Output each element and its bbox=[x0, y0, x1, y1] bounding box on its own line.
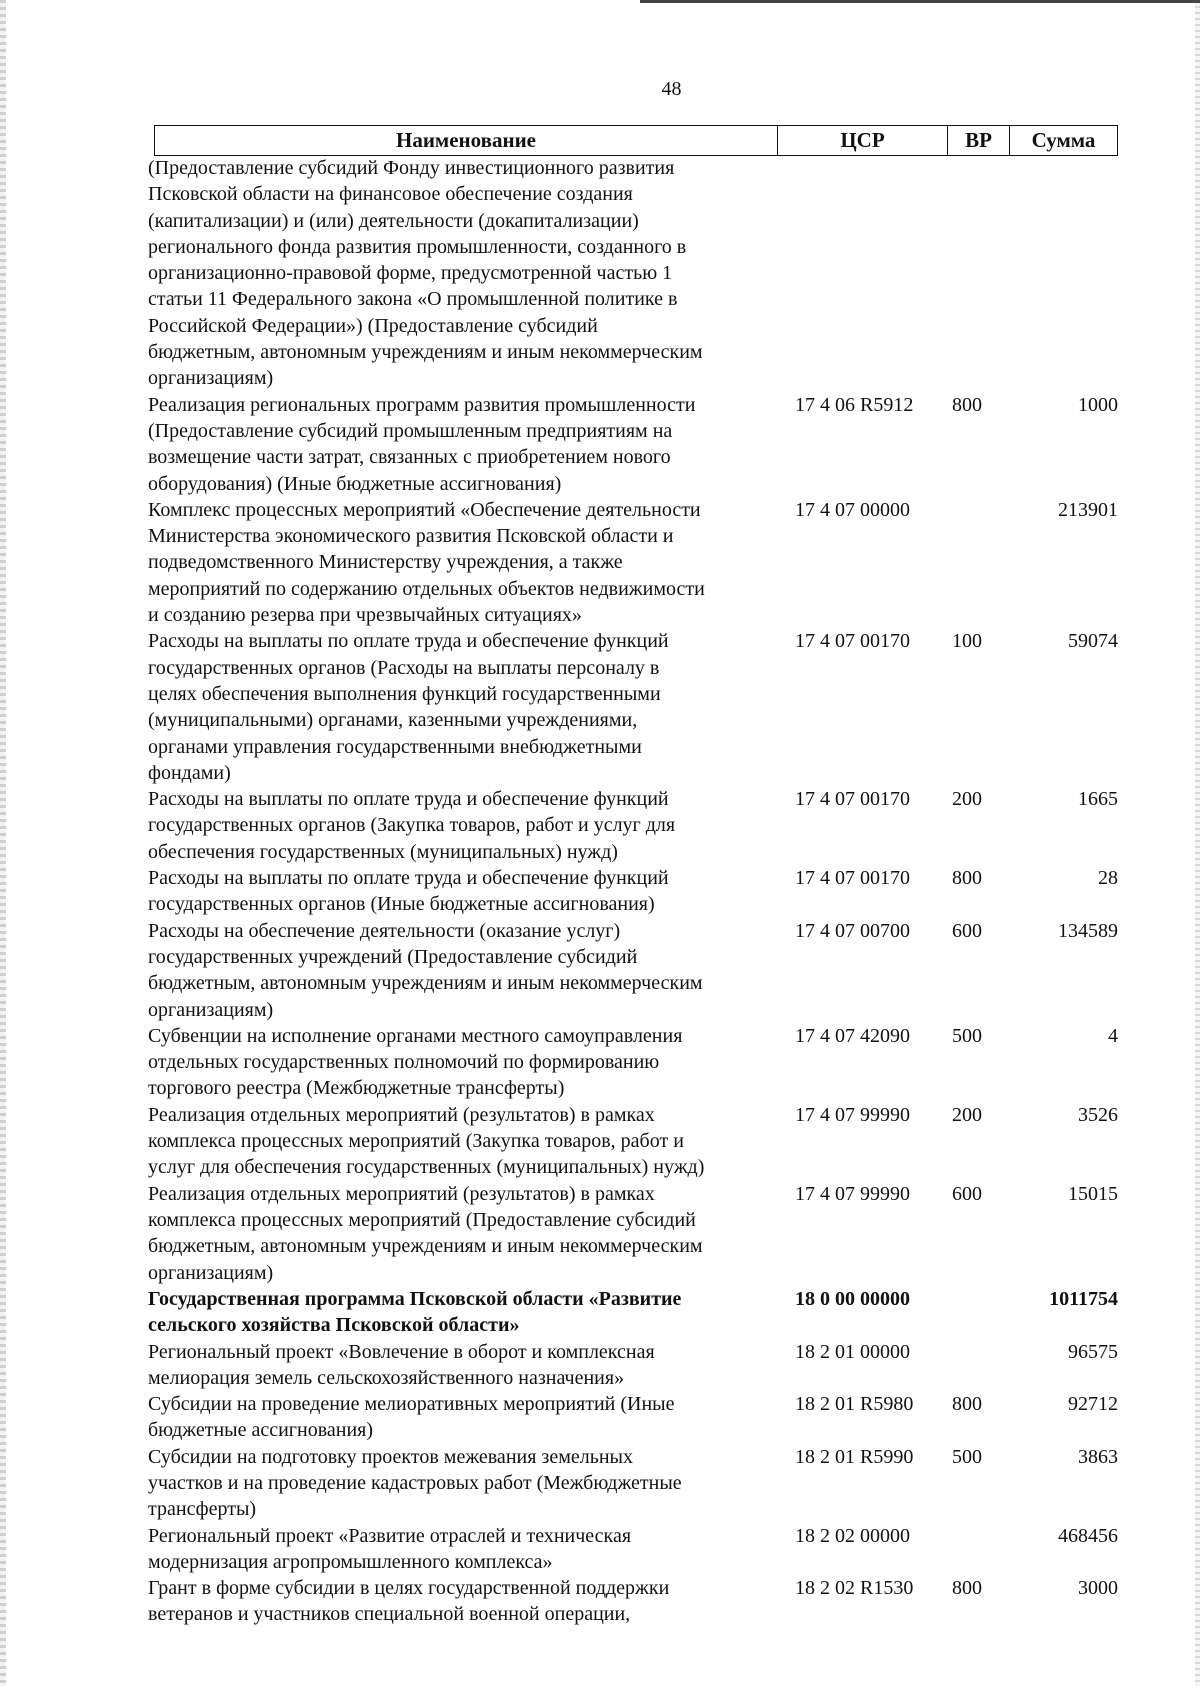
row-name bbox=[148, 1023, 763, 1102]
row-name-line: бюджетным, автономным учреждениям и иным некоммерческим bbox=[148, 341, 703, 364]
row-csr: 18 2 01 R5990 bbox=[795, 1445, 914, 1468]
row-name-line: Расходы на обеспечение деятельности (оказание услуг) bbox=[148, 919, 621, 942]
row-name bbox=[148, 1391, 763, 1444]
row-vr: 200 bbox=[952, 1103, 982, 1126]
row-sum: 4 bbox=[1108, 1024, 1118, 1047]
row-name-line: услуг для обеспечения государственных (муниципальных) нужд) bbox=[148, 1156, 705, 1179]
row-vr: 500 bbox=[952, 1445, 982, 1468]
row-name bbox=[148, 865, 763, 918]
row-vr: 100 bbox=[952, 630, 982, 653]
row-sum: 28 bbox=[1098, 867, 1118, 890]
row-name bbox=[148, 786, 763, 865]
row-name bbox=[148, 1181, 763, 1286]
row-csr: 18 2 01 00000 bbox=[795, 1340, 910, 1363]
row-name-line: Расходы на выплаты по оплате труда и обеспечение функций bbox=[148, 867, 669, 890]
row-name-line: ветеранов и участников специальной военной операции, bbox=[148, 1603, 631, 1626]
row-vr: 800 bbox=[952, 393, 982, 416]
row-name-line: возмещение части затрат, связанных с приобретением нового bbox=[148, 446, 671, 469]
row-csr: 17 4 07 00170 bbox=[795, 630, 910, 653]
row-name-line: Реализация отдельных мероприятий (результатов) в рамках bbox=[148, 1182, 655, 1205]
row-name-line: комплекса процессных мероприятий (Предоставление субсидий bbox=[148, 1208, 696, 1231]
page-number: 48 bbox=[661, 78, 682, 100]
row-name-line: Расходы на выплаты по оплате труда и обеспечение функций bbox=[148, 788, 669, 811]
row-name bbox=[148, 918, 763, 1023]
row-sum: 1665 bbox=[1078, 788, 1118, 811]
row-csr: 17 4 07 00000 bbox=[795, 498, 910, 521]
row-name-line: Российской Федерации») (Предоставление субсидий bbox=[148, 314, 598, 337]
row-csr: 18 0 00 00000 bbox=[795, 1287, 910, 1310]
row-name-line: государственных органов (Расходы на выплаты персоналу в bbox=[148, 656, 660, 679]
row-name-line: комплекса процессных мероприятий (Закупка товаров, работ и bbox=[148, 1130, 684, 1153]
row-name-line: (муниципальными) органами, казенными учреждениями, bbox=[148, 709, 638, 732]
row-name-line: бюджетные ассигнования) bbox=[148, 1419, 374, 1442]
row-name bbox=[148, 1102, 763, 1181]
table-header bbox=[154, 125, 1118, 156]
row-vr: 600 bbox=[952, 919, 982, 942]
row-vr: 800 bbox=[952, 1393, 982, 1416]
row-sum: 3526 bbox=[1078, 1103, 1118, 1126]
row-name-line: Государственная программа Псковской области «Развитие bbox=[148, 1287, 682, 1310]
row-name-line: Реализация региональных программ развития промышленности bbox=[148, 393, 696, 416]
row-name-line: государственных учреждений (Предоставление субсидий bbox=[148, 945, 638, 968]
row-name bbox=[148, 1523, 763, 1576]
row-name-line: трансферты) bbox=[148, 1498, 257, 1521]
row-name-line: (капитализации) и (или) деятельности (докапитализации) bbox=[148, 209, 639, 232]
header-csr: ЦСР bbox=[778, 126, 948, 155]
row-name-line: организациям) bbox=[148, 367, 274, 390]
row-name-line: Расходы на выплаты по оплате труда и обеспечение функций bbox=[148, 630, 669, 653]
row-vr: 500 bbox=[952, 1024, 982, 1047]
row-sum: 3863 bbox=[1078, 1445, 1118, 1468]
row-name-line: Комплекс процессных мероприятий «Обеспечение деятельности bbox=[148, 498, 701, 521]
row-name-line: органами управления государственными внебюджетными bbox=[148, 735, 642, 758]
row-name-line: Региональный проект «Развитие отраслей и техническая bbox=[148, 1524, 632, 1547]
row-name-line: Министерства экономического развития Псковской области и bbox=[148, 525, 674, 548]
row-sum: 15015 bbox=[1068, 1182, 1118, 1205]
row-name-line: участков и на проведение кадастровых работ (Межбюджетные bbox=[148, 1471, 682, 1494]
scan-edge-left bbox=[0, 0, 6, 1686]
row-name-line: обеспечения государственных (муниципальных) нужд) bbox=[148, 840, 618, 863]
row-sum: 468456 bbox=[1058, 1524, 1118, 1547]
row-csr: 17 4 07 42090 bbox=[795, 1024, 910, 1047]
row-name-line: Псковской области на финансовое обеспечение создания bbox=[148, 183, 633, 206]
row-csr: 17 4 06 R5912 bbox=[795, 393, 914, 416]
header-vr: ВР bbox=[948, 126, 1010, 155]
row-name-line: Реализация отдельных мероприятий (результатов) в рамках bbox=[148, 1103, 655, 1126]
row-name-line: бюджетным, автономным учреждениям и иным некоммерческим bbox=[148, 1235, 703, 1258]
row-name bbox=[148, 392, 763, 497]
row-csr: 18 2 02 R1530 bbox=[795, 1577, 914, 1600]
row-name-line: торгового реестра (Межбюджетные трансферты) bbox=[148, 1077, 565, 1100]
row-name bbox=[148, 497, 763, 628]
row-name-line: сельского хозяйства Псковской области» bbox=[148, 1314, 520, 1337]
scan-top-line bbox=[640, 0, 1200, 3]
row-sum: 92712 bbox=[1068, 1393, 1118, 1416]
row-name-line: организациям) bbox=[148, 998, 274, 1021]
row-name bbox=[148, 1286, 763, 1339]
row-name-line: государственных органов (Закупка товаров, работ и услуг для bbox=[148, 814, 676, 837]
row-vr: 600 bbox=[952, 1182, 982, 1205]
row-csr: 17 4 07 00170 bbox=[795, 788, 910, 811]
header-name: Наименование bbox=[155, 126, 778, 155]
row-vr: 800 bbox=[952, 1577, 982, 1600]
row-sum: 1000 bbox=[1078, 393, 1118, 416]
row-sum: 1011754 bbox=[1049, 1287, 1118, 1310]
row-csr: 18 2 01 R5980 bbox=[795, 1393, 914, 1416]
row-csr: 17 4 07 99990 bbox=[795, 1103, 910, 1126]
row-csr: 17 4 07 00700 bbox=[795, 919, 910, 942]
row-name-line: организациям) bbox=[148, 1261, 274, 1284]
row-csr: 18 2 02 00000 bbox=[795, 1524, 910, 1547]
row-name-line: статьи 11 Федерального закона «О промышленной политике в bbox=[148, 288, 678, 311]
row-name-line: мероприятий по содержанию отдельных объектов недвижимости bbox=[148, 577, 705, 600]
row-sum: 134589 bbox=[1058, 919, 1118, 942]
row-name bbox=[148, 155, 763, 392]
row-name-line: Региональный проект «Вовлечение в оборот и комплексная bbox=[148, 1340, 655, 1363]
row-name-line: мелиорация земель сельскохозяйственного назначения» bbox=[148, 1366, 625, 1389]
row-vr: 800 bbox=[952, 867, 982, 890]
row-name-line: (Предоставление субсидий Фонду инвестиционного развития bbox=[148, 157, 675, 179]
row-name-line: оборудования) (Иные бюджетные ассигнования) bbox=[148, 472, 562, 495]
row-sum: 96575 bbox=[1068, 1340, 1118, 1363]
row-name-line: Грант в форме субсидии в целях государственной поддержки bbox=[148, 1577, 670, 1600]
row-name-line: (Предоставление субсидий промышленным предприятиям на bbox=[148, 419, 673, 442]
row-csr: 17 4 07 00170 bbox=[795, 867, 910, 890]
row-sum: 3000 bbox=[1078, 1577, 1118, 1600]
row-name-line: подведомственного Министерству учреждения, а также bbox=[148, 551, 623, 574]
row-name bbox=[148, 628, 763, 786]
row-name-line: и созданию резерва при чрезвычайных ситуациях» bbox=[148, 604, 582, 627]
row-name bbox=[148, 1575, 763, 1628]
scan-edge-right bbox=[1195, 0, 1200, 1686]
row-name-line: организационно-правовой форме, предусмотренной частью 1 bbox=[148, 262, 673, 285]
row-name-line: бюджетным, автономным учреждениям и иным некоммерческим bbox=[148, 972, 703, 995]
row-name-line: регионального фонда развития промышленности, созданного в bbox=[148, 235, 687, 258]
row-vr: 200 bbox=[952, 788, 982, 811]
row-name-line: Субсидии на подготовку проектов межевания земельных bbox=[148, 1445, 633, 1468]
row-name-line: фондами) bbox=[148, 761, 231, 784]
row-name bbox=[148, 1339, 763, 1392]
row-name-line: Субсидии на проведение мелиоративных мероприятий (Иные bbox=[148, 1393, 675, 1416]
row-sum: 213901 bbox=[1058, 498, 1118, 521]
row-name-line: Субвенции на исполнение органами местного самоуправления bbox=[148, 1024, 683, 1047]
row-sum: 59074 bbox=[1068, 630, 1118, 653]
row-csr: 17 4 07 99990 bbox=[795, 1182, 910, 1205]
header-sum: Сумма bbox=[1031, 128, 1096, 152]
row-name-line: целях обеспечения выполнения функций государственными bbox=[148, 682, 661, 705]
row-name-line: государственных органов (Иные бюджетные ассигнования) bbox=[148, 893, 655, 916]
row-name-line: отдельных государственных полномочий по формированию bbox=[148, 1051, 660, 1074]
row-name-line: модернизация агропромышленного комплекса» bbox=[148, 1550, 553, 1573]
row-name bbox=[148, 1444, 763, 1523]
